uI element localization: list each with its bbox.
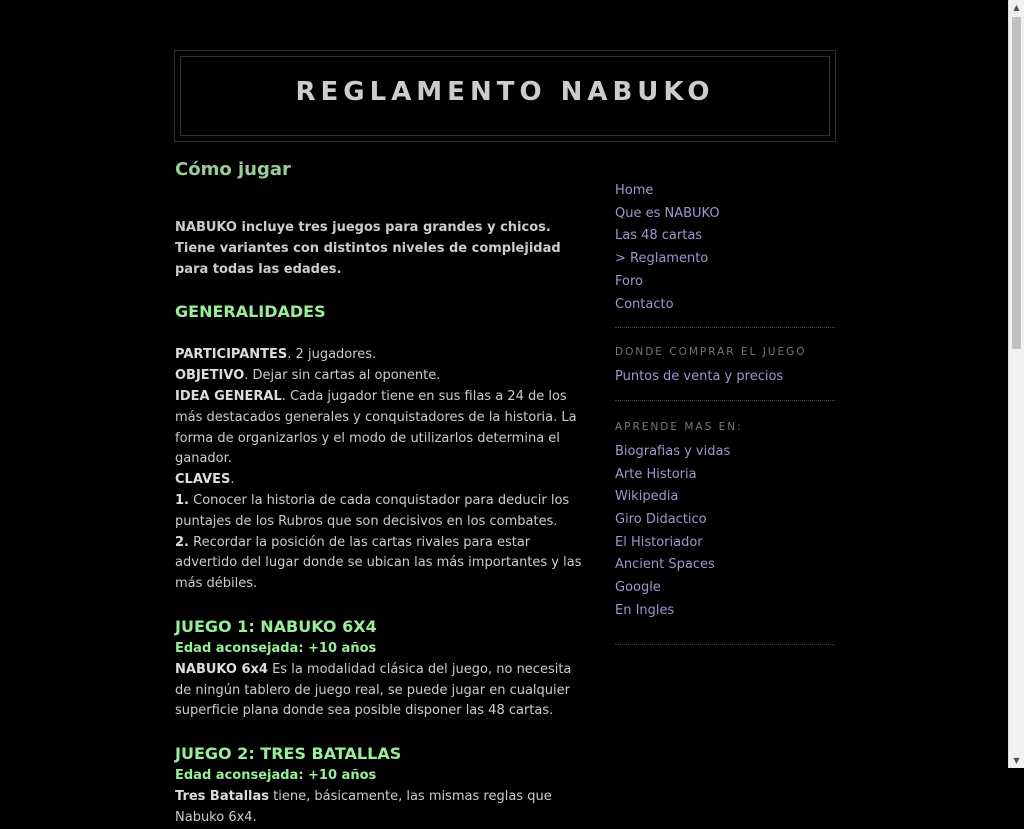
- juego2-edad: Edad aconsejada: +10 años: [175, 768, 377, 784]
- puntos-de-venta-link[interactable]: Puntos de venta y precios: [615, 369, 784, 385]
- giro-didactico-link[interactable]: Giro Didactico: [615, 512, 707, 528]
- objetivo-line: [175, 366, 590, 387]
- sidebar-divider: [615, 644, 835, 645]
- triangle-up-icon[interactable]: ▲: [1013, 3, 1020, 12]
- blog-title[interactable]: REGLAMENTO NABUKO: [295, 77, 715, 107]
- objetivo-label: OBJETIVO: [175, 368, 245, 384]
- juego1-name: NABUKO 6x4: [175, 661, 268, 677]
- arte-historia-link[interactable]: Arte Historia: [615, 466, 697, 482]
- wikipedia-link[interactable]: Wikipedia: [615, 489, 679, 505]
- triangle-down-icon[interactable]: ▼: [1013, 756, 1020, 765]
- clave-2-text: Recordar la posición de las cartas rivales para estar advertido del lugar donde se ubican las más importantes y las más débiles.: [175, 534, 582, 592]
- aprende-heading: APRENDE MAS EN:: [615, 420, 743, 433]
- participantes-label: PARTICIPANTES: [175, 347, 288, 363]
- participantes-text: . 2 jugadores.: [287, 347, 377, 363]
- clave-2-line: [175, 533, 590, 595]
- juego2-description: [175, 787, 590, 829]
- juego2-text: tiene, básicamente, las mismas reglas que Nabuko 6x4.: [175, 788, 552, 825]
- nav-reglamento-link[interactable]: > Reglamento: [615, 251, 709, 267]
- juego1-description: [175, 660, 590, 722]
- idea-label: IDEA GENERAL: [175, 388, 282, 404]
- nav-contacto-link[interactable]: Contacto: [615, 296, 674, 312]
- main-content: [175, 158, 590, 829]
- scrollbar-thumb[interactable]: [1012, 17, 1021, 349]
- comprar-list: [615, 366, 835, 389]
- sidebar-divider: [615, 327, 835, 328]
- nav-home-link[interactable]: Home: [615, 183, 654, 198]
- claves-text: .: [230, 472, 235, 488]
- nav-que-es-nabuko-link[interactable]: Que es NABUKO: [615, 205, 720, 221]
- section-generalidades-heading: GENERALIDADES: [175, 302, 326, 322]
- juego1-edad: Edad aconsejada: +10 años: [175, 640, 377, 656]
- claves-label: CLAVES: [175, 472, 231, 488]
- aprende-list: [615, 441, 835, 623]
- en-ingles-link[interactable]: En Ingles: [615, 602, 675, 618]
- vertical-scrollbar[interactable]: [1008, 0, 1024, 768]
- biografias-link[interactable]: Biografias y vidas: [615, 443, 731, 459]
- idea-text: . Cada jugador tiene en sus filas a 24 de los más destacados generales y conquistadores de la historia. La forma de organizarlos y el modo de utilizarlos determina el ganador.: [175, 388, 577, 467]
- sidebar: [615, 180, 835, 645]
- juego2-name: Tres Batallas: [175, 788, 270, 804]
- header-outer-border: [174, 50, 836, 142]
- comprar-heading: DONDE COMPRAR EL JUEGO: [615, 346, 807, 359]
- clave-1-text: Conocer la historia de cada conquistador para deducir los puntajes de los Rubros que son decisivos en los combates.: [175, 492, 570, 529]
- sidebar-nav: [615, 180, 835, 316]
- section-juego1-heading: JUEGO 1: NABUKO 6X4: [175, 616, 377, 636]
- ancient-spaces-link[interactable]: Ancient Spaces: [615, 557, 715, 573]
- post-title: Cómo jugar: [175, 159, 291, 180]
- nav-las-48-cartas-link[interactable]: Las 48 cartas: [615, 228, 703, 244]
- intro-paragraph: NABUKO incluye tres juegos para grandes y chicos. Tiene variantes con distintos niveles de complejidad para todas las edades.: [175, 220, 561, 277]
- sidebar-divider: [615, 400, 835, 401]
- clave-1-number: 1.: [175, 492, 189, 508]
- objetivo-text: . Dejar sin cartas al oponente.: [244, 368, 441, 384]
- nav-foro-link[interactable]: Foro: [615, 273, 643, 289]
- el-historiador-link[interactable]: El Historiador: [615, 534, 703, 550]
- header-inner-border: [180, 56, 830, 136]
- google-link[interactable]: Google: [615, 580, 661, 596]
- juego1-text: Es la modalidad clásica del juego, no necesita de ningún tablero de juego real, se puede jugar en cualquier superficie plana donde sea posible disponer las 48 cartas.: [175, 661, 572, 719]
- section-juego2-heading: JUEGO 2: TRES BATALLAS: [175, 744, 402, 764]
- clave-2-number: 2.: [175, 534, 189, 550]
- clave-1-line: [175, 491, 590, 533]
- claves-line: [175, 470, 590, 491]
- generalidades-block: [175, 345, 590, 595]
- idea-line: [175, 387, 590, 470]
- participantes-line: [175, 345, 590, 366]
